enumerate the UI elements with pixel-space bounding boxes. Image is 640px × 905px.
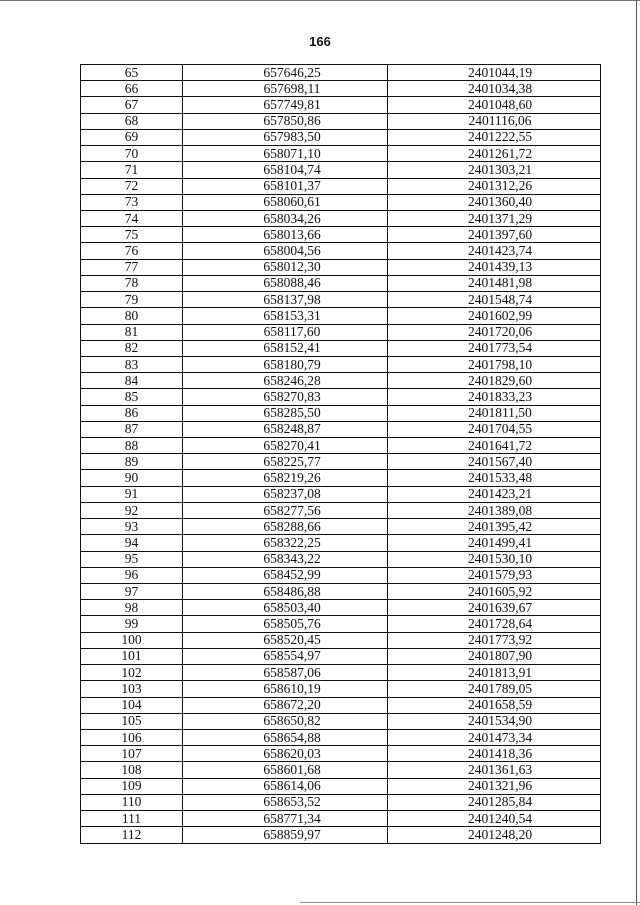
- point-number-cell: 67: [81, 97, 183, 113]
- x-coordinate-cell: 657983,50: [183, 129, 388, 145]
- y-coordinate-cell: 2401533,48: [388, 470, 601, 486]
- point-number-cell: 103: [81, 681, 183, 697]
- table-row: [81, 340, 601, 356]
- y-coordinate-cell: 2401641,72: [388, 438, 601, 454]
- y-coordinate-cell: 2401639,67: [388, 600, 601, 616]
- y-coordinate-cell: 2401395,42: [388, 519, 601, 535]
- x-coordinate-cell: 658137,98: [183, 292, 388, 308]
- point-number-cell: 98: [81, 600, 183, 616]
- x-coordinate-cell: 658013,66: [183, 227, 388, 243]
- x-coordinate-cell: 658246,28: [183, 373, 388, 389]
- x-coordinate-cell: 657850,86: [183, 113, 388, 129]
- table-row: [81, 81, 601, 97]
- table-row: [81, 389, 601, 405]
- table-row: [81, 584, 601, 600]
- x-coordinate-cell: 657749,81: [183, 97, 388, 113]
- x-coordinate-cell: 658587,06: [183, 665, 388, 681]
- y-coordinate-cell: 2401371,29: [388, 210, 601, 226]
- table-row: [81, 600, 601, 616]
- x-coordinate-cell: 658288,66: [183, 519, 388, 535]
- y-coordinate-cell: 2401321,96: [388, 778, 601, 794]
- x-coordinate-cell: 658654,88: [183, 729, 388, 745]
- table-row: [81, 729, 601, 745]
- point-number-cell: 86: [81, 405, 183, 421]
- x-coordinate-cell: 658503,40: [183, 600, 388, 616]
- point-number-cell: 108: [81, 762, 183, 778]
- table-row: [81, 113, 601, 129]
- point-number-cell: 88: [81, 438, 183, 454]
- y-coordinate-cell: 2401605,92: [388, 584, 601, 600]
- x-coordinate-cell: 657646,25: [183, 65, 388, 81]
- y-coordinate-cell: 2401798,10: [388, 356, 601, 372]
- point-number-cell: 104: [81, 697, 183, 713]
- y-coordinate-cell: 2401773,92: [388, 632, 601, 648]
- y-coordinate-cell: 2401833,23: [388, 389, 601, 405]
- point-number-cell: 89: [81, 454, 183, 470]
- point-number-cell: 84: [81, 373, 183, 389]
- y-coordinate-cell: 2401222,55: [388, 129, 601, 145]
- x-coordinate-cell: 658554,97: [183, 648, 388, 664]
- point-number-cell: 87: [81, 421, 183, 437]
- point-number-cell: 83: [81, 356, 183, 372]
- point-number-cell: 75: [81, 227, 183, 243]
- y-coordinate-cell: 2401813,91: [388, 665, 601, 681]
- table-row: [81, 421, 601, 437]
- x-coordinate-cell: 658505,76: [183, 616, 388, 632]
- x-coordinate-cell: 658270,41: [183, 438, 388, 454]
- table-row: [81, 794, 601, 810]
- table-row: [81, 194, 601, 210]
- y-coordinate-cell: 2401397,60: [388, 227, 601, 243]
- point-number-cell: 73: [81, 194, 183, 210]
- y-coordinate-cell: 2401548,74: [388, 292, 601, 308]
- x-coordinate-cell: 658610,19: [183, 681, 388, 697]
- y-coordinate-cell: 2401773,54: [388, 340, 601, 356]
- table-row: [81, 373, 601, 389]
- x-coordinate-cell: 658614,06: [183, 778, 388, 794]
- table-row: [81, 697, 601, 713]
- y-coordinate-cell: 2401034,38: [388, 81, 601, 97]
- table-row: [81, 227, 601, 243]
- table-row: [81, 713, 601, 729]
- y-coordinate-cell: 2401534,90: [388, 713, 601, 729]
- table-row: [81, 243, 601, 259]
- table-row: [81, 405, 601, 421]
- table-row: [81, 454, 601, 470]
- y-coordinate-cell: 2401423,21: [388, 486, 601, 502]
- x-coordinate-cell: 658672,20: [183, 697, 388, 713]
- table-row: [81, 648, 601, 664]
- x-coordinate-cell: 658653,52: [183, 794, 388, 810]
- y-coordinate-cell: 2401499,41: [388, 535, 601, 551]
- table-row: [81, 681, 601, 697]
- y-coordinate-cell: 2401579,93: [388, 567, 601, 583]
- x-coordinate-cell: 658520,45: [183, 632, 388, 648]
- table-row: [81, 210, 601, 226]
- table-row: [81, 665, 601, 681]
- table-row: [81, 259, 601, 275]
- y-coordinate-cell: 2401361,63: [388, 762, 601, 778]
- y-coordinate-cell: 2401481,98: [388, 275, 601, 291]
- x-coordinate-cell: 658034,26: [183, 210, 388, 226]
- x-coordinate-cell: 658004,56: [183, 243, 388, 259]
- point-number-cell: 110: [81, 794, 183, 810]
- point-number-cell: 97: [81, 584, 183, 600]
- x-coordinate-cell: 658117,60: [183, 324, 388, 340]
- y-coordinate-cell: 2401285,84: [388, 794, 601, 810]
- point-number-cell: 78: [81, 275, 183, 291]
- x-coordinate-cell: 658152,41: [183, 340, 388, 356]
- point-number-cell: 96: [81, 567, 183, 583]
- point-number-cell: 68: [81, 113, 183, 129]
- y-coordinate-cell: 2401261,72: [388, 146, 601, 162]
- x-coordinate-cell: 658277,56: [183, 502, 388, 518]
- y-coordinate-cell: 2401602,99: [388, 308, 601, 324]
- point-number-cell: 74: [81, 210, 183, 226]
- x-coordinate-cell: 658620,03: [183, 746, 388, 762]
- y-coordinate-cell: 2401303,21: [388, 162, 601, 178]
- y-coordinate-cell: 2401044,19: [388, 65, 601, 81]
- point-number-cell: 81: [81, 324, 183, 340]
- y-coordinate-cell: 2401567,40: [388, 454, 601, 470]
- x-coordinate-cell: 658285,50: [183, 405, 388, 421]
- table-row: [81, 551, 601, 567]
- table-row: [81, 567, 601, 583]
- table-row: [81, 535, 601, 551]
- point-number-cell: 112: [81, 827, 183, 843]
- point-number-cell: 70: [81, 146, 183, 162]
- point-number-cell: 100: [81, 632, 183, 648]
- table-row: [81, 162, 601, 178]
- y-coordinate-cell: 2401312,26: [388, 178, 601, 194]
- table-row: [81, 632, 601, 648]
- table-row: [81, 616, 601, 632]
- page-top-edge: [0, 0, 640, 1]
- x-coordinate-cell: 658486,88: [183, 584, 388, 600]
- x-coordinate-cell: 658101,37: [183, 178, 388, 194]
- point-number-cell: 109: [81, 778, 183, 794]
- point-number-cell: 111: [81, 811, 183, 827]
- y-coordinate-cell: 2401389,08: [388, 502, 601, 518]
- x-coordinate-cell: 658012,30: [183, 259, 388, 275]
- point-number-cell: 90: [81, 470, 183, 486]
- table-row: [81, 129, 601, 145]
- point-number-cell: 80: [81, 308, 183, 324]
- table-row: [81, 519, 601, 535]
- x-coordinate-cell: 658180,79: [183, 356, 388, 372]
- point-number-cell: 91: [81, 486, 183, 502]
- x-coordinate-cell: 658650,82: [183, 713, 388, 729]
- point-number-cell: 65: [81, 65, 183, 81]
- point-number-cell: 82: [81, 340, 183, 356]
- y-coordinate-cell: 2401360,40: [388, 194, 601, 210]
- table-row: [81, 746, 601, 762]
- point-number-cell: 102: [81, 665, 183, 681]
- table-row: [81, 356, 601, 372]
- table-row: [81, 438, 601, 454]
- x-coordinate-cell: 658071,10: [183, 146, 388, 162]
- point-number-cell: 72: [81, 178, 183, 194]
- point-number-cell: 85: [81, 389, 183, 405]
- x-coordinate-cell: 658248,87: [183, 421, 388, 437]
- table-row: [81, 97, 601, 113]
- table-row: [81, 65, 601, 81]
- x-coordinate-cell: 658225,77: [183, 454, 388, 470]
- table-row: [81, 324, 601, 340]
- x-coordinate-cell: 658104,74: [183, 162, 388, 178]
- y-coordinate-cell: 2401423,74: [388, 243, 601, 259]
- x-coordinate-cell: 658219,26: [183, 470, 388, 486]
- x-coordinate-cell: 658452,99: [183, 567, 388, 583]
- table-row: [81, 502, 601, 518]
- y-coordinate-cell: 2401240,54: [388, 811, 601, 827]
- point-number-cell: 94: [81, 535, 183, 551]
- point-number-cell: 71: [81, 162, 183, 178]
- point-number-cell: 101: [81, 648, 183, 664]
- table-row: [81, 146, 601, 162]
- y-coordinate-cell: 2401829,60: [388, 373, 601, 389]
- point-number-cell: 107: [81, 746, 183, 762]
- x-coordinate-cell: 658343,22: [183, 551, 388, 567]
- point-number-cell: 69: [81, 129, 183, 145]
- table-row: [81, 827, 601, 843]
- table-row: [81, 470, 601, 486]
- point-number-cell: 79: [81, 292, 183, 308]
- point-number-cell: 77: [81, 259, 183, 275]
- y-coordinate-cell: 2401720,06: [388, 324, 601, 340]
- x-coordinate-cell: 658060,61: [183, 194, 388, 210]
- point-number-cell: 95: [81, 551, 183, 567]
- y-coordinate-cell: 2401530,10: [388, 551, 601, 567]
- x-coordinate-cell: 658088,46: [183, 275, 388, 291]
- point-number-cell: 105: [81, 713, 183, 729]
- x-coordinate-cell: 658153,31: [183, 308, 388, 324]
- table-row: [81, 486, 601, 502]
- point-number-cell: 106: [81, 729, 183, 745]
- x-coordinate-cell: 658322,25: [183, 535, 388, 551]
- y-coordinate-cell: 2401704,55: [388, 421, 601, 437]
- point-number-cell: 92: [81, 502, 183, 518]
- page-bottom-edge: [300, 902, 640, 903]
- y-coordinate-cell: 2401658,59: [388, 697, 601, 713]
- y-coordinate-cell: 2401439,13: [388, 259, 601, 275]
- table-row: [81, 275, 601, 291]
- page-number: 166: [309, 34, 331, 49]
- y-coordinate-cell: 2401418,36: [388, 746, 601, 762]
- y-coordinate-cell: 2401807,90: [388, 648, 601, 664]
- x-coordinate-cell: 658237,08: [183, 486, 388, 502]
- page-right-edge: [636, 0, 637, 905]
- table-row: [81, 308, 601, 324]
- x-coordinate-cell: 657698,11: [183, 81, 388, 97]
- y-coordinate-cell: 2401811,50: [388, 405, 601, 421]
- table-row: [81, 178, 601, 194]
- coordinates-table-body: [81, 65, 601, 844]
- table-row: [81, 762, 601, 778]
- y-coordinate-cell: 2401116,06: [388, 113, 601, 129]
- y-coordinate-cell: 2401473,34: [388, 729, 601, 745]
- y-coordinate-cell: 2401728,64: [388, 616, 601, 632]
- y-coordinate-cell: 2401048,60: [388, 97, 601, 113]
- y-coordinate-cell: 2401248,20: [388, 827, 601, 843]
- point-number-cell: 93: [81, 519, 183, 535]
- x-coordinate-cell: 658270,83: [183, 389, 388, 405]
- point-number-cell: 99: [81, 616, 183, 632]
- y-coordinate-cell: 2401789,05: [388, 681, 601, 697]
- table-row: [81, 292, 601, 308]
- table-row: [81, 811, 601, 827]
- x-coordinate-cell: 658859,97: [183, 827, 388, 843]
- x-coordinate-cell: 658601,68: [183, 762, 388, 778]
- table-row: [81, 778, 601, 794]
- point-number-cell: 66: [81, 81, 183, 97]
- point-number-cell: 76: [81, 243, 183, 259]
- coordinates-table: [80, 64, 601, 844]
- x-coordinate-cell: 658771,34: [183, 811, 388, 827]
